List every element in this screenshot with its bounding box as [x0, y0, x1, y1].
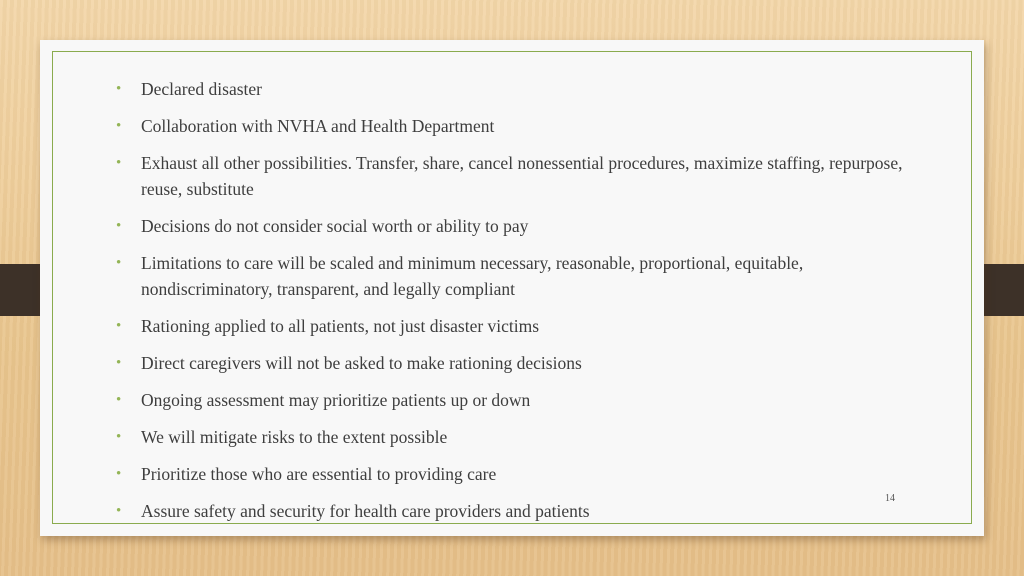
bullet-text: Declared disaster [141, 79, 262, 99]
bullet-item [114, 424, 914, 450]
bullet-text: Decisions do not consider social worth or ability to pay [141, 216, 529, 236]
bullet-item [114, 313, 914, 339]
bullet-icon: • [116, 81, 122, 97]
bullet-icon: • [116, 429, 122, 445]
bullet-icon: • [116, 503, 122, 519]
bullet-text: Ongoing assessment may prioritize patients up or down [141, 390, 531, 410]
bullet-icon: • [116, 118, 122, 134]
bullet-text: Direct caregivers will not be asked to make rationing decisions [141, 353, 582, 373]
bullet-text: Prioritize those who are essential to providing care [141, 464, 497, 484]
bullet-icon: • [116, 255, 122, 271]
bullet-text: Assure safety and security for health care providers and patients [141, 501, 590, 521]
bullet-item [114, 461, 914, 487]
bullet-icon: • [116, 355, 122, 371]
bullet-item [114, 250, 914, 302]
bullet-item [114, 387, 914, 413]
bullet-item [114, 350, 914, 376]
slide-frame [52, 51, 972, 524]
bullet-item [114, 76, 914, 102]
bullet-item [114, 213, 914, 239]
bullet-text: Exhaust all other possibilities. Transfer, share, cancel nonessential procedures, maximize staffing, repurpose, reuse, substitute [141, 153, 903, 199]
bullet-text: We will mitigate risks to the extent possible [141, 427, 448, 447]
bullet-item [114, 150, 914, 202]
page-number: 14 [885, 493, 895, 504]
bullet-text: Limitations to care will be scaled and minimum necessary, reasonable, proportional, equitable, nondiscriminatory, transparent, and legally compliant [141, 253, 804, 299]
bullet-item [114, 498, 914, 524]
bullet-text: Collaboration with NVHA and Health Department [141, 116, 495, 136]
bullet-item [114, 113, 914, 139]
bullet-icon: • [116, 318, 122, 334]
bullet-text: Rationing applied to all patients, not just disaster victims [141, 316, 540, 336]
slide-card [40, 40, 984, 536]
bullet-icon: • [116, 218, 122, 234]
bullet-list [114, 76, 914, 535]
bullet-icon: • [116, 466, 122, 482]
bullet-icon: • [116, 392, 122, 408]
bullet-icon: • [116, 155, 122, 171]
